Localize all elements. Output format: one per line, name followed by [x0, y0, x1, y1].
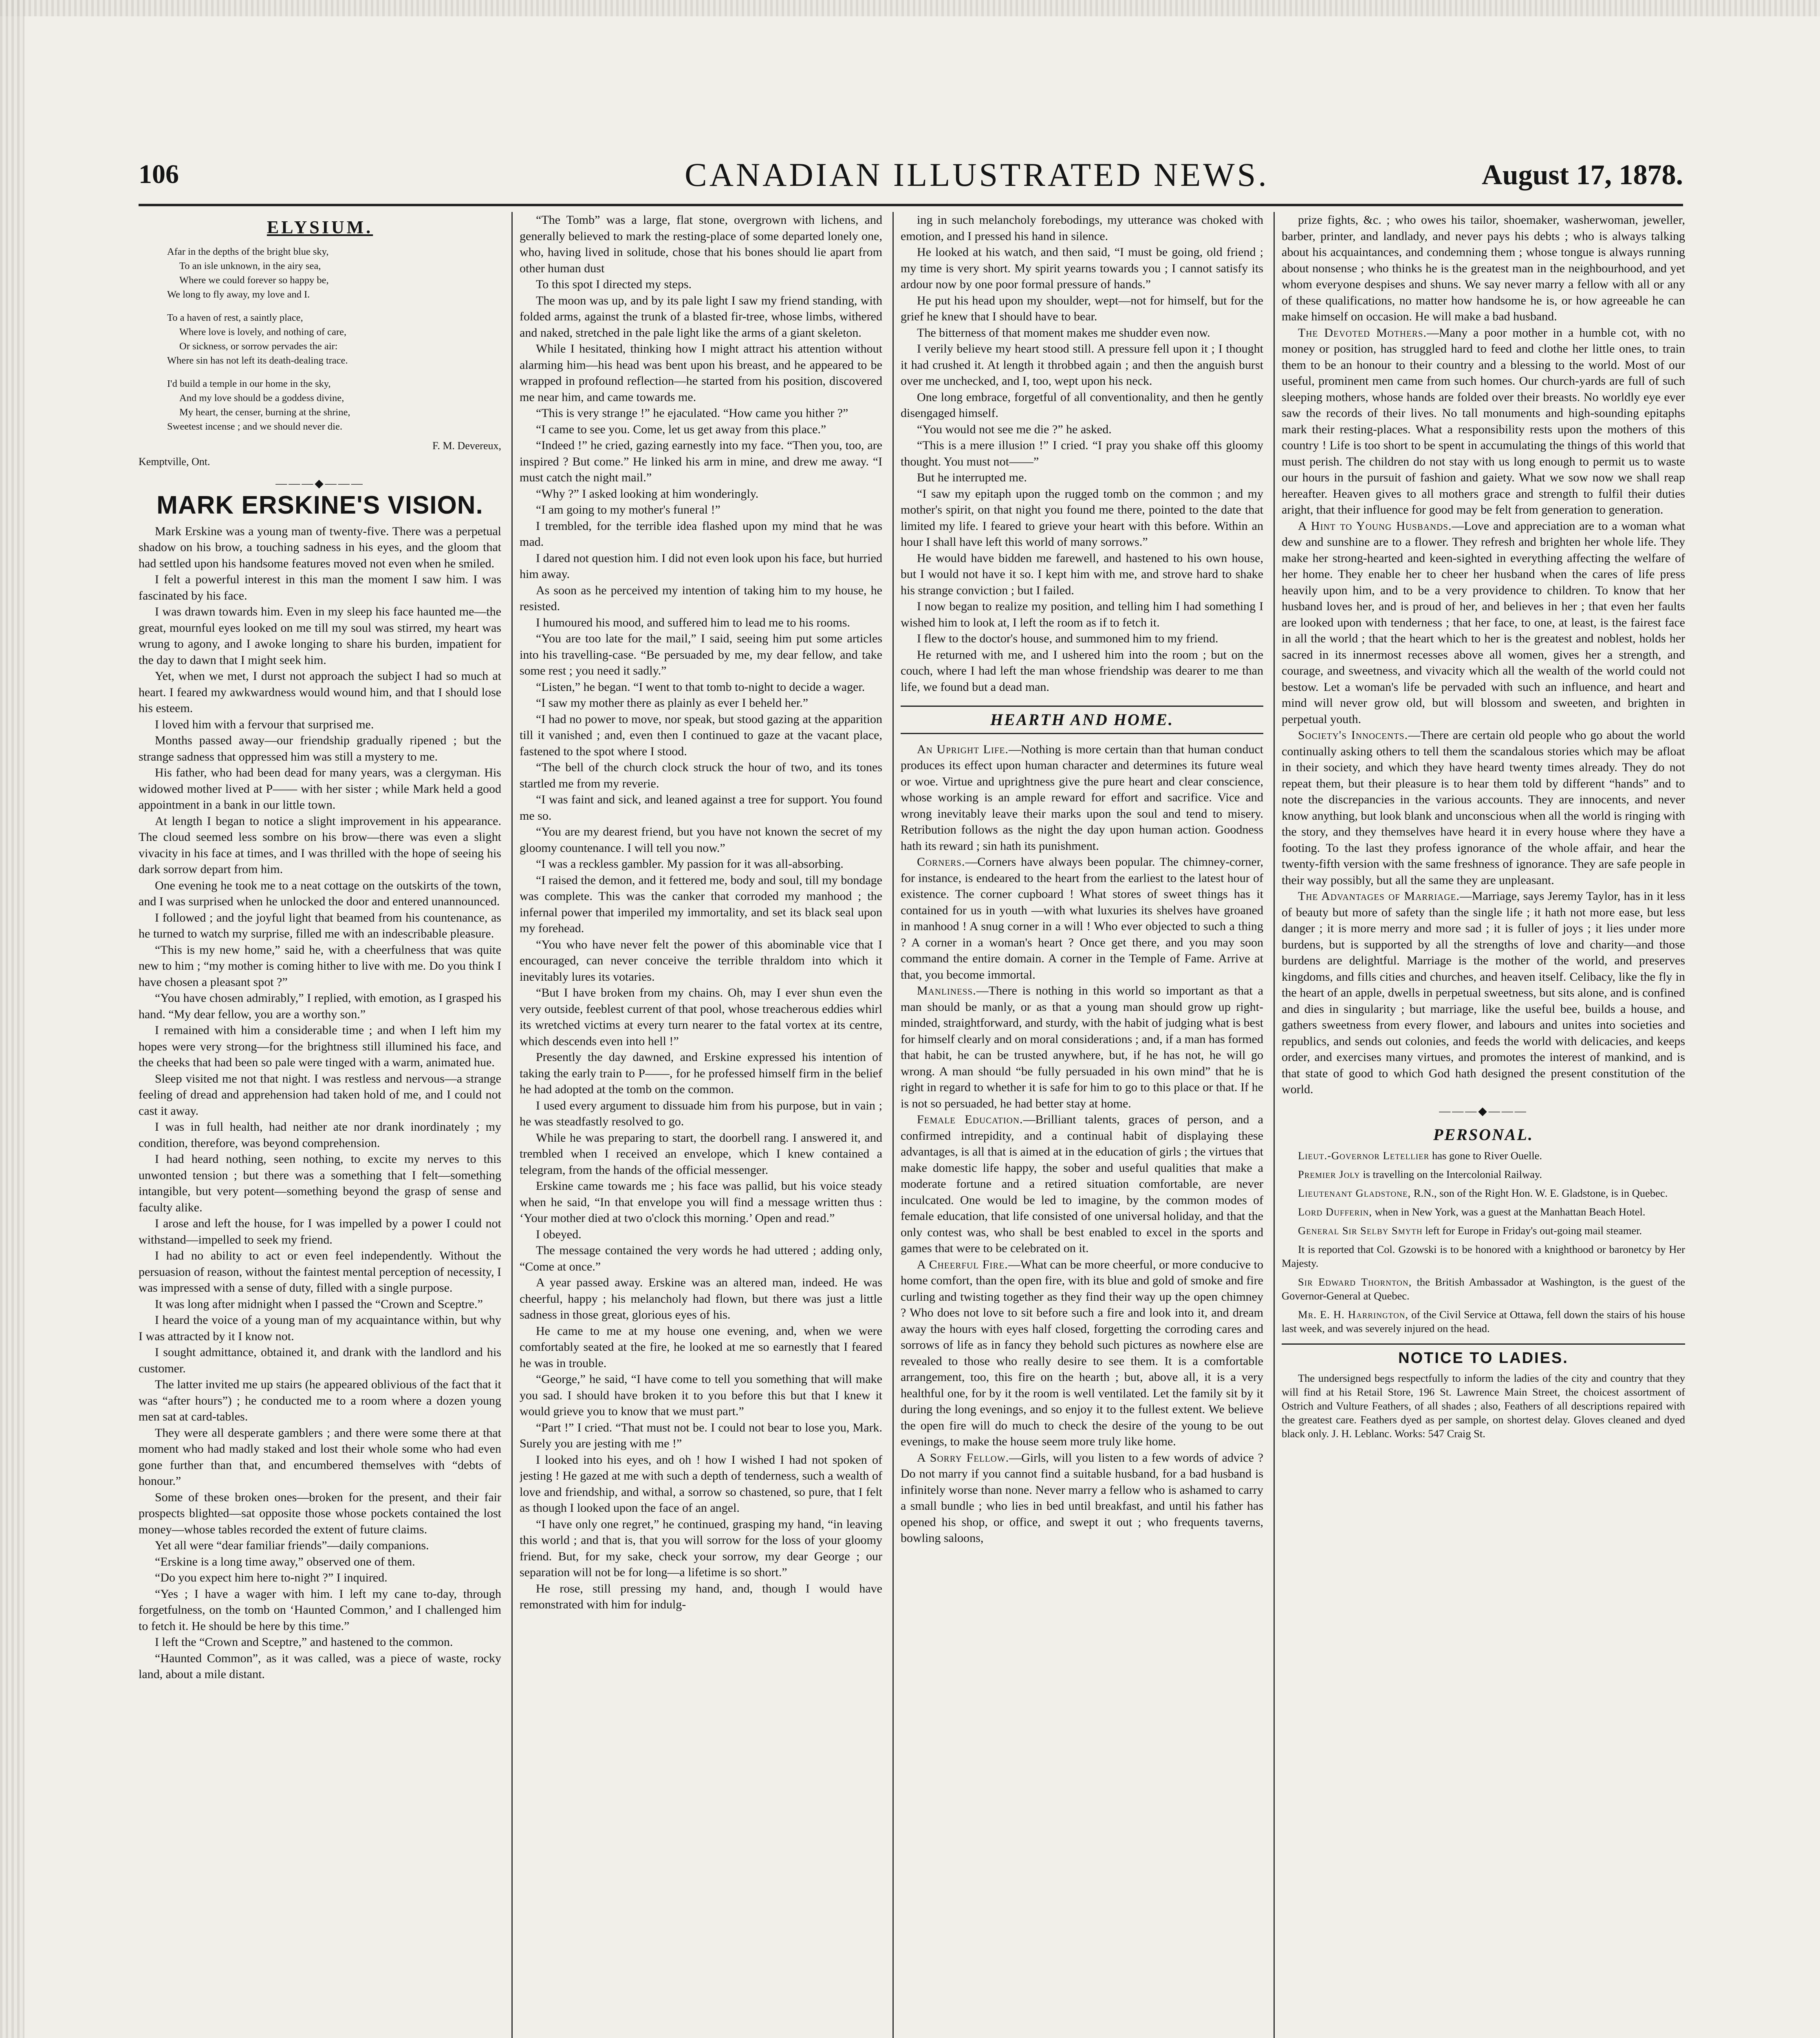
article-heading: Corners. — [917, 855, 965, 869]
paragraph: “Erskine is a long time away,” observed one of them. — [155, 1555, 415, 1568]
article-paragraph — [1282, 1275, 1685, 1303]
paragraph: “I was a reckless gambler. My passion for it was all-absorbing. — [536, 857, 844, 871]
paragraph: “I have only one regret,” he continued, grasping my hand, “in leaving this world ; and that is, that you will sorrow for the loss of your gloomy friend. But, for my sake, check your sorrow, my dear George ; our separation will not be for long—a lifetime is so short.” — [520, 1517, 882, 1579]
masthead-rule — [139, 204, 1683, 206]
article-paragraph — [901, 1450, 1263, 1546]
article-paragraph — [901, 983, 1263, 1112]
hearth-text-column-3 — [901, 741, 1263, 1546]
paragraph: To this spot I directed my steps. — [536, 278, 692, 291]
paragraph: But he interrupted me. — [917, 471, 1027, 484]
paragraph: “Yes ; I have a wager with him. I left my cane to-day, through forgetfulness, on the tomb on ‘Haunted Common,’ and I challenged him to fetch it. He should be here by this time.” — [139, 1587, 501, 1633]
paragraph: “You have chosen admirably,” I replied, with emotion, as I grasped his hand. “My dear fellow, you are a worthy son.” — [139, 991, 501, 1021]
paragraph: “I raised the demon, and it fettered me, body and soul, till my bondage was complete. This was the canker that corroded my manhood ; the infernal power that imperiled my immortality, and set its black seal upon my forehead. — [520, 873, 882, 935]
poem-line: To a haven of rest, a saintly place, — [167, 312, 303, 323]
paragraph: Erskine came towards me ; his face was pallid, but his voice steady when he said, “In that envelope you will find a message written thus : ‘Your mother died at two o'clock this morning.’ Open and read.” — [520, 1179, 882, 1225]
paragraph: I looked into his eyes, and oh ! how I wished I had not spoken of jesting ! He gazed at me with such a depth of tenderness, such a wealth of love and friendship, and withal, a sorrow so chastened, so pure, that I felt as though I looked upon the face of an angel. — [520, 1453, 882, 1515]
column-2 — [520, 212, 882, 2038]
article-text: —Love and appreciation are to a woman what dew and sunshine are to a flower. They refresh and brighten her whole life. They make her strong-hearted and keen-sighted in everything affecting the welfare of her home. They enable her to cheer her husband when the cares of life press heavily upon him, and to be a very providence to children. To know that her husband loves her, and is proud of her, and believes in her ; that even her faults are looked upon with tenderness ; that her face, to one, at least, is the fairest face in all the world ; that the heart which to her is the greatest and noblest, holds her sacred in its innermost recesses above all women, gives her a strength, and courage, and sweetness, and vivacity which all the wealth of the world could not bestow. Let a woman's life be pervaded with such an influence, and heart and mind will never grow old, but will blossom and sweeten, and brighten in perpetual youth. — [1282, 519, 1685, 726]
article-paragraph — [901, 1257, 1263, 1450]
article-text: the British Ambassador at Washington, is the guest of the Governor-General at Quebec. — [1282, 1275, 1685, 1302]
article-text: is travelling on the Intercolonial Railway. — [1360, 1168, 1542, 1180]
paragraph: “Listen,” he began. “I went to that tomb to-night to decide a wager. — [536, 680, 865, 694]
paragraph: I dared not question him. I did not even look upon his face, but hurried him away. — [520, 551, 882, 581]
paragraph: “Indeed !” he cried, gazing earnestly into my face. “Then you, too, are inspired ? But come.” He linked his arm in mine, and drew me away. “I must catch the night mail.” — [520, 439, 882, 484]
article-text: when in New York, was a guest at the Manhattan Beach Hotel. — [1372, 1205, 1646, 1218]
article-paragraph — [1282, 1186, 1685, 1200]
paragraph: I now began to realize my position, and telling him I had something I wished him to look at, I left the room as if to fetch it. — [901, 600, 1263, 629]
article-paragraph — [1282, 1149, 1685, 1162]
paragraph: “The Tomb” was a large, flat stone, overgrown with lichens, and generally believed to mark the resting-place of some departed lonely one, who, having lived in solitude, chose that his bones should lie apart from other human dust — [520, 213, 882, 275]
paragraph: He would have bidden me farewell, and hastened to his own house, but I would not have it so. I kept him with me, and strove hard to shake his strange conviction ; but I failed. — [901, 551, 1263, 597]
paragraph: One evening he took me to a neat cottage on the outskirts of the town, and I was surprised when he unlocked the door and entered unannounced. — [139, 878, 501, 908]
paragraph: He put his head upon my shoulder, wept—not for himself, but for the grief he knew that I should have to bear. — [901, 293, 1263, 323]
article-heading: Lord Dufferin, — [1298, 1205, 1372, 1218]
paragraph: I loved him with a fervour that surprised me. — [155, 717, 374, 731]
article-paragraph — [1282, 212, 1685, 325]
paragraph: “Part !” I cried. “That must not be. I could not bear to lose you, Mark. Surely you are jesting with me !” — [520, 1420, 882, 1450]
article-paragraph — [1282, 727, 1685, 888]
paragraph: His father, who had been dead for many years, was a clergyman. His widowed mother lived at P—— with her sister ; while Mark held a good appointment in a bank in our little town. — [139, 766, 501, 812]
page-left-edge — [0, 0, 24, 2038]
ornament-divider: ―――◆――― — [1439, 1105, 1528, 1118]
paragraph: “Haunted Common”, as it was called, was a piece of waste, rocky land, about a mile distant. — [139, 1651, 501, 1681]
paragraph: “Do you expect him here to-night ?” I inquired. — [155, 1571, 388, 1584]
page-top-edge — [0, 0, 1820, 16]
article-paragraph — [1282, 518, 1685, 728]
paragraph: Sleep visited me not that night. I was restless and nervous—a strange feeling of dread and apprehension had taken hold of me, and I could not cast it away. — [139, 1072, 501, 1118]
article-text: —There is nothing in this world so important as that a man should be manly, or as that a young man should grow up right-minded, straightforward, and sturdy, with the habit of judging what is best for himself clearly and on moral considerations ; and, if a man has formed that habit, he can be trusted anywhere, but, if he has not, he will go wrong. A man should “be fully persuaded in his own mind” that he is right in regard to whether it is safe for him to go to this place or that. If he is not so persuaded, he had better stay at home. — [901, 984, 1263, 1110]
paragraph: I used every argument to dissuade him from his purpose, but in vain ; he was steadfastly resolved to go. — [520, 1098, 882, 1128]
notice-text: The undersigned begs respectfully to inform the ladies of the city and country that they will find at his Retail Store, 196 St. Lawrence Main Street, the choicest assortment of Ostrich and Vulture Feathers, of all shades ; also, Feathers of all descriptions repaired with the greatest care. Feathers dyed as per sample, on shortest delay. Gloves cleaned and dyed black only. J. H. Leblanc. Works: 547 Craig St. — [1282, 1372, 1685, 1440]
paragraph: The message contained the very words he had uttered ; adding only, “Come at once.” — [520, 1244, 882, 1273]
paragraph: I was in full health, had neither ate nor drank inordinately ; my condition, therefore, was beyond comprehension. — [139, 1120, 501, 1150]
story-text-column-1 — [139, 523, 501, 1683]
article-text: —What can be more cheerful, or more conducive to home comfort, than the open fire, with its blue and gold of smoke and fire curling and twisting together as they find their way up the open chimney ? Who does not love to sit before such a fire and look into it, and dream away the hours with eyes half closed, forgetting the corroding cares and sorrows of life as in fancy they behold such pictures as nowhere else are revealed to those who really desire to see them. It is a comfortable arrangement, too, this fire on the hearth ; but, above all, it is a very healthful one, for by it the room is well ventilated. Let the family sit by it during the long evenings, and so enjoy it to the fullest extent. We believe the open fire will do much to check the desire of the young to be out evenings, to make the house seem more truly like home. — [901, 1257, 1263, 1448]
paragraph: A year passed away. Erskine was an altered man, indeed. He was cheerful, happy ; his melancholy had flown, but there was just a little sadness in those great, glorious eyes of his. — [520, 1276, 882, 1321]
poem-title: ELYSIUM. — [267, 217, 373, 237]
article-heading: A Cheerful Fire. — [917, 1257, 1008, 1271]
paragraph: “You who have never felt the power of this abominable vice that I encouraged, can never conceive the terrible thraldom into which it inevitably lures its votaries. — [520, 937, 882, 984]
paragraph: The moon was up, and by its pale light I saw my friend standing, with folded arms, against the trunk of a blasted fir-tree, whose limbs, withered and naked, stretched in the pale light like the arms of a giant skeleton. — [520, 293, 882, 340]
newspaper-title: CANADIAN ILLUSTRATED NEWS. — [685, 156, 1269, 193]
poem-author: F. M. Devereux, — [432, 439, 501, 452]
paragraph: “This is very strange !” he ejaculated. “How came you hither ?” — [536, 406, 848, 420]
article-heading: Society's Innocents. — [1298, 728, 1408, 742]
paragraph: Mark Erskine was a young man of twenty-five. There was a perpetual shadow on his brow, a touching sadness in his eyes, and the gloom that had settled upon his handsome features moved not even when he smiled. — [139, 524, 501, 570]
poem-stanza-break — [167, 302, 501, 311]
paragraph: He returned with me, and I ushered him into the room ; but on the couch, where I had left the man whose friendship was dearer to me than life, we found but a dead man. — [901, 648, 1263, 694]
paragraph: It was long after midnight when I passed the “Crown and Sceptre.” — [155, 1297, 483, 1311]
poem-line: We long to fly away, my love and I. — [167, 289, 310, 300]
section-title-personal: PERSONAL. — [1433, 1125, 1534, 1144]
poem-line: And my love should be a goddess divine, — [179, 392, 344, 404]
article-heading: Sir Edward Thornton, — [1298, 1275, 1412, 1288]
article-paragraph — [1282, 1224, 1685, 1237]
article-heading: An Upright Life. — [917, 742, 1009, 756]
paragraph: “I was faint and sick, and leaned against a tree for support. You found me so. — [520, 793, 882, 823]
paragraph: I followed ; and the joyful light that beamed from his countenance, as he turned to watch my surprise, filled me with an indescribable pleasure. — [139, 911, 501, 940]
paragraph: “I saw my epitaph upon the rugged tomb on the common ; and my mother's spirit, on that night you found me there, pointed to the date that limited my life. I feared to grieve your heart with this before. Within an hour I shall have left this world of many sorrows.” — [901, 487, 1263, 549]
paragraph: “I am going to my mother's funeral !” — [536, 503, 721, 516]
paragraph: The bitterness of that moment makes me shudder even now. — [917, 326, 1210, 340]
article-text: left for Europe in Friday's out-going mail steamer. — [1422, 1224, 1642, 1237]
article-paragraph — [1282, 888, 1685, 1098]
article-paragraph — [901, 854, 1263, 983]
article-heading: Lieutenant Gladstone, — [1298, 1187, 1411, 1199]
story-text-column-3 — [901, 212, 1263, 695]
paragraph: One long embrace, forgetful of all conventionality, and then he gently disengaged himself. — [901, 390, 1263, 420]
article-paragraph — [1282, 1205, 1685, 1219]
article-text: It is reported that Col. Gzowski is to be honored with a knighthood or baronetcy by Her Majesty. — [1282, 1243, 1685, 1269]
article-paragraph — [1282, 1242, 1685, 1270]
paragraph: “I had no power to move, nor speak, but stood gazing at the apparition till it vanished ; and, even then I continued to gaze at the vacant place, fastened to the spot where I stood. — [520, 712, 882, 758]
paragraph: I arose and left the house, for I was impelled by a power I could not withstand—impelled to seek my friend. — [139, 1217, 501, 1246]
poem-line: Sweetest incense ; and we should never die. — [167, 421, 342, 432]
paragraph: “You are my dearest friend, but you have not known the secret of my gloomy countenance. I will tell you now.” — [520, 825, 882, 855]
paragraph: Yet all were “dear familiar friends”—daily companions. — [155, 1539, 429, 1552]
paragraph: Yet, when we met, I durst not approach the subject I had so much at heart. I feared my awkwardness would wound him, and that I should lose his esteem. — [139, 669, 501, 715]
article-heading: Female Education. — [917, 1113, 1023, 1126]
article-heading: Mr. E. H. Harrington, — [1298, 1308, 1409, 1321]
paragraph: Months passed away—our friendship gradually ripened ; but the strange sadness that oppressed him was still a mystery to me. — [139, 734, 501, 763]
issue-date: August 17, 1878. — [1482, 159, 1683, 191]
paragraph: As soon as he perceived my intention of taking him to my house, he resisted. — [520, 583, 882, 613]
article-text: —Corners have always been popular. The chimney-corner, for instance, is endeared to the heart from the earliest to the latest hour of existence. The corner cupboard ! What stores of sweet things has it contained for us in youth —with what luxuries its shelves have groaned in manhood ! A snug corner in a will ! Who ever objected to such a thing ? A corner in a woman's heart ? Once get there, and you may soon command the entire domain. A corner in the Temple of Fame. Arrive at that, you become immortal. — [901, 855, 1263, 982]
paragraph: While he was preparing to start, the doorbell rang. I answered it, and trembled when I received an envelope, which I knew contained a telegram, from the hands of the official messenger. — [520, 1131, 882, 1177]
poem-line: Or sickness, or sorrow pervades the air: — [179, 340, 338, 352]
paragraph: They were all desperate gamblers ; and there were some there at that moment who had madly staked and lost their whole some who had even gone further than that, and encumbered themselves with “debts of honour.” — [139, 1426, 501, 1488]
poem-body — [139, 245, 501, 434]
poem-line: Where love is lovely, and nothing of care, — [179, 326, 347, 337]
paragraph: At length I began to notice a slight improvement in his appearance. The cloud seemed less sombre on his brow—there was even a slight vivacity in his face at times, and I was thrilled with the hope of seeing his dark sorrow depart from him. — [139, 814, 501, 876]
paragraph: The latter invited me up stairs (he appeared oblivious of the fact that it was “after hours”) ; he conducted me to a room where a dozen young men sat at card-tables. — [139, 1378, 501, 1423]
column-1 — [139, 212, 501, 2038]
paragraph: “You are too late for the mail,” I said, seeing him put some articles into his travelling-case. “Be persuaded by me, my dear fellow, and take some rest ; you need it sadly.” — [520, 632, 882, 677]
personal-items — [1282, 1149, 1685, 1335]
hearth-text-column-4 — [1282, 212, 1685, 1098]
paragraph: “But I have broken from my chains. Oh, may I ever shun even the very outside, feeblest current of that pool, whose treacherous eddies whirl its wretched victims at every turn nearer to the fatal vortex at its centre, which descends even into hell !” — [520, 986, 882, 1048]
column-rule — [892, 212, 894, 2038]
notice-title: NOTICE TO LADIES. — [1282, 1343, 1685, 1367]
paragraph: “This is a mere illusion !” I cried. “I pray you shake off this gloomy thought. You must not——” — [901, 439, 1263, 468]
paragraph: I left the “Crown and Sceptre,” and hastened to the common. — [155, 1635, 453, 1649]
paragraph: ing in such melancholy forebodings, my utterance was choked with emotion, and I pressed his hand in silence. — [901, 213, 1263, 243]
paragraph: I was drawn towards him. Even in my sleep his face haunted me—the great, mournful eyes looked on me till my soul was stirred, my heart was wrung to agony, and I awoke longing to share his burden, impatient for the day to dawn that I might seek him. — [139, 605, 501, 667]
column-4 — [1282, 212, 1685, 2038]
poem-line: I'd build a temple in our home in the sky, — [167, 378, 331, 389]
poem-line: Afar in the depths of the bright blue sky, — [167, 246, 329, 257]
paragraph: “You would not see me die ?” he asked. — [917, 422, 1112, 436]
article-paragraph — [901, 741, 1263, 854]
article-text: —Marriage, says Jeremy Taylor, has in it less of beauty but more of safety than the single life ; it hath not more ease, but less danger ; it is more merry and more sad ; it is fuller of joys ; it lies under more burdens, but is supported by all the strengths of love and charity—and those burdens are delightful. Marriage is the mother of the world, and preserves kingdoms, and fills cities and churches, and heaven itself. Celibacy, like the fly in the heart of an apple, dwells in perpetual sweetness, but sits alone, and is confined and dies in singularity ; but marriage, like the useful bee, builds a house, and gathers sweetness from every flower, and labours and unites into societies and republics, and sends out colonies, and feeds the world with delicacies, and keeps order, and exercises many virtues, and promotes the interest of mankind, and is that state of good to which God hath designed the present constitution of the world. — [1282, 889, 1685, 1096]
paragraph: He rose, still pressing my hand, and, though I would have remonstrated with him for indulg- — [520, 1581, 882, 1611]
paragraph: “The bell of the church clock struck the hour of two, and its tones startled me from my reverie. — [520, 761, 882, 790]
article-text: prize fights, &c. ; who owes his tailor, shoemaker, washerwoman, jeweller, barber, printer, and landlady, and never pays his debts ; who is always talking about his acquaintances, and condemning them ; whose tongue is always running about nonsense ; who thinks he is the greatest man in the neighbourhood, and yet whom everyone despises and shuns. We say never marry a fellow with all or any of these qualifications, no matter how handsome he is, or how agreeable he can make himself on occasion. He will make a bad husband. — [1282, 213, 1685, 323]
masthead — [139, 151, 1683, 204]
paragraph: I felt a powerful interest in this man the moment I saw him. I was fascinated by his face. — [139, 573, 501, 602]
poem-place: Kemptville, Ont. — [139, 456, 210, 468]
poem-line: Where sin has not left its death-dealing trace. — [167, 355, 348, 366]
story-title: MARK ERSKINE'S VISION. — [156, 491, 483, 519]
paragraph: I had heard nothing, seen nothing, to excite my nerves to this unwonted tension ; but there was a something that I felt—something intangible, but very potent—something beyond the grasp of sense and faculty alike. — [139, 1152, 501, 1214]
article-paragraph — [1282, 325, 1685, 518]
article-text: —Nothing is more certain than that human conduct produces its effect upon human character and determines its future weal or woe. Virtue and uprightness give the pure heart and clear conscience, whose working is an ample reward for effort and sacrifice. Vice and wrong inevitably leave their marks upon the soul and tend to misery. Retribution follows as the night the day upon human action. Goodness hath its reward ; sin hath its punishment. — [901, 742, 1263, 853]
paragraph: “George,” he said, “I have come to tell you something that will make you sad. I should have broken it to you before this but that I knew it would grieve you to know that we must part.” — [520, 1372, 882, 1418]
article-heading: The Advantages of Marriage. — [1298, 889, 1460, 903]
paragraph: I humoured his mood, and suffered him to lead me to his rooms. — [536, 615, 850, 629]
paragraph: While I hesitated, thinking how I might attract his attention without alarming him—his head was bent upon his breast, and he appeared to be wrapped in profound reflection—he started from his position, discovered me near him, and came towards me. — [520, 342, 882, 404]
column-rule — [1274, 212, 1275, 2038]
article-text: —Brilliant talents, graces of person, and a confirmed intrepidity, and a continual habit of displaying these advantages, is all that is aimed at in the education of girls ; the virtues that make domestic life happy, the sober and useful qualities that make a moderate fortune and a retired situation comfortable, are never inculcated. One would be led to imagine, by the common modes of female education, that life consisted of one universal holiday, and that the only contest was, who shall be best enabled to excel in the sports and games that were to be celebrated on it. — [901, 1113, 1263, 1255]
story-text-column-2 — [520, 212, 882, 1613]
article-heading: Lieut.-Governor Letellier — [1298, 1149, 1430, 1162]
ornament-divider: ―――◆――― — [275, 477, 364, 490]
article-heading: A Hint to Young Husbands. — [1298, 519, 1452, 533]
article-heading: General Sir Selby Smyth — [1298, 1224, 1423, 1237]
article-heading: The Devoted Mothers. — [1298, 326, 1427, 340]
article-paragraph — [1282, 1308, 1685, 1335]
paragraph: He came to me at my house one evening, and, when we were comfortably seated at the fire, he looked at me so earnestly that I feared he was in trouble. — [520, 1324, 882, 1370]
paragraph: “Why ?” I asked looking at him wonderingly. — [536, 487, 759, 501]
column-rule — [511, 212, 513, 2038]
poem-stanza-break — [167, 368, 501, 377]
article-text: —Many a poor mother in a humble cot, with no money or position, has struggled hard to feed and clothe her little ones, to train them to be an honour to their country and a blessing to the world. Most of our useful, prominent men came from such homes. Our church-yards are full of such sleeping mothers, whose hands are folded over their breasts. No worldly eye ever saw the records of their lives. No tall monuments and high-sounding epitaphs mark their resting-places. What a responsibility rests upon the mothers of this country ! Life is too short to be spent in accumulating the things of this world that must perish. The children do not stay with us long enough to permit us to waste our hours in the pursuit of fashion and gaiety. What we sow now we shall reap hereafter. Heaven gives to all mothers grace and strength to fulfil their duties aright, that their influence for good may be felt from generation to generation. — [1282, 326, 1685, 516]
paragraph: I sought admittance, obtained it, and drank with the landlord and his customer. — [139, 1345, 501, 1375]
section-title-hearth-and-home: HEARTH AND HOME. — [901, 706, 1263, 734]
paragraph: Presently the day dawned, and Erskine expressed his intention of taking the early train to P——, for he professed himself firm in the belief he had adopted at the tomb on the common. — [520, 1050, 882, 1096]
paragraph: “I came to see you. Come, let us get away from this place.” — [536, 422, 826, 436]
paragraph: I verily believe my heart stood still. A pressure fell upon it ; I thought it had crushed it. At length it throbbed again ; and then the anguish burst over me unchecked, and I, too, wept upon his neck. — [901, 342, 1263, 388]
paragraph: “This is my new home,” said he, with a cheerfulness that was quite new to him ; “my mother is coming hither to live with me. Do you think I have chosen a pleasant spot ?” — [139, 943, 501, 989]
page-number: 106 — [139, 159, 179, 189]
paragraph: I had no ability to act or even feel independently. Without the persuasion of reason, without the faintest mental perception of necessity, I was impressed with a sense of duty, filled with a single purpose. — [139, 1249, 501, 1295]
article-heading: Premier Joly — [1298, 1168, 1360, 1180]
article-text: —There are certain old people who go about the world continually asking others to tell them the scandalous stories which may be afloat in their society, and which they have heard twenty times already. They do not repeat them, but their pleasure is to hear them told by different “hands” and to note the discrepancies in the various accounts. They are innocents, and never know anything, but look blank and unconscious when all the world is ringing with the story, and they themselves have heard it in every house where they have a footing. To the last they profess ignorance of the whole affair, and hear the twenty-fifth version with the same freshness of ignorance. They are safe people in their way possibly, but all the same they are unpleasant. — [1282, 728, 1685, 887]
article-paragraph — [1282, 1167, 1685, 1181]
article-text: has gone to River Ouelle. — [1429, 1149, 1542, 1162]
article-text: of the Civil Service at Ottawa, fell down the stairs of his house last week, and was severely injured on the head. — [1282, 1308, 1685, 1334]
article-heading: Manliness. — [917, 984, 976, 997]
paragraph: I obeyed. — [536, 1227, 582, 1241]
poem-line: Where we could forever so happy be, — [179, 274, 329, 286]
article-paragraph — [901, 1112, 1263, 1257]
poem-line: To an isle unknown, in the airy sea, — [179, 260, 321, 271]
paragraph: “I saw my mother there as plainly as ever I beheld her.” — [536, 696, 809, 710]
paragraph: I heard the voice of a young man of my acquaintance within, but why I was attracted by it I know not. — [139, 1313, 501, 1343]
paragraph: Some of these broken ones—broken for the present, and their fair prospects blighted—sat opposite those whose pockets contained the lost money—whose tables recorded the extent of future claims. — [139, 1490, 501, 1536]
paragraph: He looked at his watch, and then said, “I must be going, old friend ; my time is very short. My spirit yearns towards you ; I cannot satisfy its ardour now by one poor formal pressure of hands.” — [901, 245, 1263, 291]
article-text: —Girls, will you listen to a few words of advice ? Do not marry if you cannot find a suitable husband, for a bad husband is infinitely worse than none. Never marry a fellow who is ashamed to carry a small bundle ; who lies in bed until breakfast, and until his father has opened his shop, or office, and swept it out ; who frequents taverns, bowling saloons, — [901, 1451, 1263, 1545]
paragraph: I remained with him a considerable time ; and when I left him my hopes were very strong—for the brightness still illumined his face, and the cheeks that had been so pale were tinged with a warm, animated hue. — [139, 1023, 501, 1069]
article-text: R.N., son of the Right Hon. W. E. Gladstone, is in Quebec. — [1411, 1187, 1668, 1199]
article-heading: A Sorry Fellow. — [917, 1451, 1009, 1465]
poem-line: My heart, the censer, burning at the shrine, — [179, 406, 350, 418]
column-3 — [901, 212, 1263, 2038]
paragraph: I flew to the doctor's house, and summoned him to my friend. — [917, 632, 1218, 645]
paragraph: I trembled, for the terrible idea flashed upon my mind that he was mad. — [520, 519, 882, 549]
